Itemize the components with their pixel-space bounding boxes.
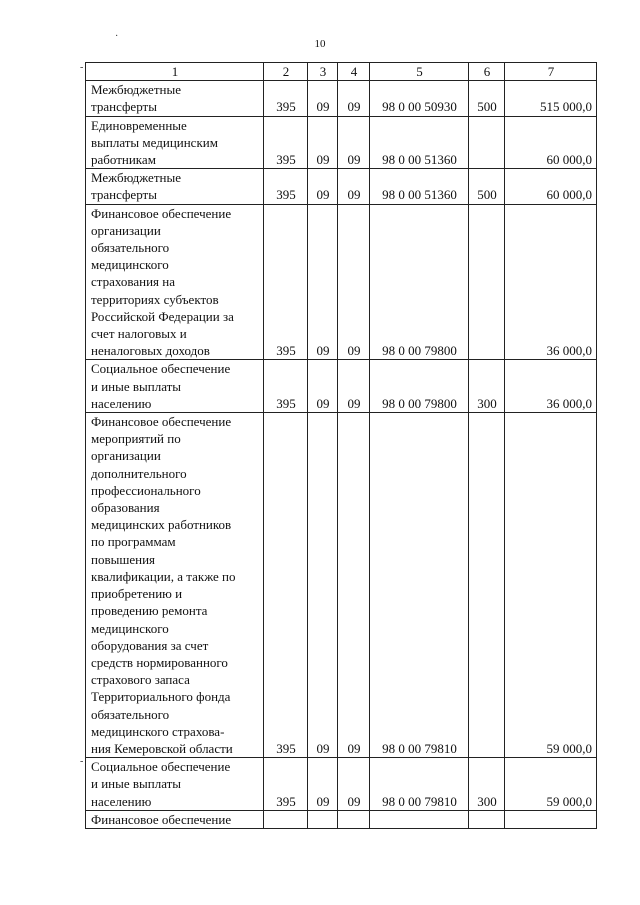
- code-4-cell: 09: [338, 360, 370, 413]
- code-2-cell: 395: [264, 169, 308, 204]
- item-name-cell: Финансовое обеспечение: [86, 810, 264, 828]
- code-3-cell: 09: [308, 413, 338, 758]
- item-name-cell: Межбюджетные трансферты: [86, 169, 264, 204]
- code-3-cell: 09: [308, 204, 338, 360]
- header-cell: 6: [469, 63, 505, 81]
- code-2-cell: 395: [264, 116, 308, 169]
- code-3-cell: 09: [308, 81, 338, 116]
- code-6-cell: [469, 810, 505, 828]
- code-4-cell: 09: [338, 81, 370, 116]
- item-name-cell: Единовременные выплаты медицинским работникам: [86, 116, 264, 169]
- code-3-cell: 09: [308, 169, 338, 204]
- table-row: [86, 810, 597, 828]
- code-5-cell: 98 0 00 79800: [370, 360, 469, 413]
- table-row: [86, 758, 597, 811]
- code-2-cell: 395: [264, 204, 308, 360]
- header-cell: 3: [308, 63, 338, 81]
- code-6-cell: [469, 413, 505, 758]
- code-3-cell: 09: [308, 758, 338, 811]
- budget-table: [85, 62, 597, 829]
- code-2-cell: 395: [264, 413, 308, 758]
- code-6-cell: 500: [469, 169, 505, 204]
- code-2-cell: 395: [264, 758, 308, 811]
- code-5-cell: 98 0 00 51360: [370, 116, 469, 169]
- code-5-cell: 98 0 00 79810: [370, 413, 469, 758]
- amount-cell: 60 000,0: [505, 169, 597, 204]
- item-name-cell: Финансовое обеспечение мероприятий по организации дополнительного профессионального образования медицинских работников по программам повышения квалификации, а также по приобретению и проведению ремонта медицинского оборудования за счет средств нормированного страхового запаса Территориального фонда обязательного медицинского страхова- ния Кемеровской области: [86, 413, 264, 758]
- code-5-cell: 98 0 00 79810: [370, 758, 469, 811]
- header-cell: 2: [264, 63, 308, 81]
- item-name-cell: Социальное обеспечение и иные выплаты населению: [86, 758, 264, 811]
- code-4-cell: [338, 810, 370, 828]
- scan-speck: ·: [115, 31, 119, 42]
- amount-cell: [505, 810, 597, 828]
- code-2-cell: 395: [264, 360, 308, 413]
- table-row: [86, 169, 597, 204]
- header-cell: 4: [338, 63, 370, 81]
- amount-cell: 36 000,0: [505, 204, 597, 360]
- code-6-cell: 300: [469, 360, 505, 413]
- code-6-cell: [469, 116, 505, 169]
- code-4-cell: 09: [338, 169, 370, 204]
- amount-cell: 60 000,0: [505, 116, 597, 169]
- code-3-cell: 09: [308, 116, 338, 169]
- code-3-cell: [308, 810, 338, 828]
- table-row: [86, 116, 597, 169]
- code-4-cell: 09: [338, 413, 370, 758]
- code-5-cell: 98 0 00 50930: [370, 81, 469, 116]
- code-5-cell: 98 0 00 79800: [370, 204, 469, 360]
- code-6-cell: [469, 204, 505, 360]
- code-6-cell: 500: [469, 81, 505, 116]
- amount-cell: 59 000,0: [505, 758, 597, 811]
- code-5-cell: 98 0 00 51360: [370, 169, 469, 204]
- header-cell: 5: [370, 63, 469, 81]
- page-number: 10: [314, 38, 326, 50]
- margin-mark: -: [80, 62, 84, 73]
- code-4-cell: 09: [338, 204, 370, 360]
- table-header-row: [86, 63, 597, 81]
- margin-mark: -: [80, 756, 84, 767]
- item-name-cell: Социальное обеспечение и иные выплаты населению: [86, 360, 264, 413]
- code-4-cell: 09: [338, 758, 370, 811]
- table-row: [86, 413, 597, 758]
- amount-cell: 59 000,0: [505, 413, 597, 758]
- code-2-cell: [264, 810, 308, 828]
- code-5-cell: [370, 810, 469, 828]
- amount-cell: 36 000,0: [505, 360, 597, 413]
- item-name-cell: Межбюджетные трансферты: [86, 81, 264, 116]
- item-name-cell: Финансовое обеспечение организации обязательного медицинского страхования на территориях субъектов Российской Федерации за счет налоговых и неналоговых доходов: [86, 204, 264, 360]
- code-6-cell: 300: [469, 758, 505, 811]
- header-cell: 7: [505, 63, 597, 81]
- code-4-cell: 09: [338, 116, 370, 169]
- code-2-cell: 395: [264, 81, 308, 116]
- table-row: [86, 360, 597, 413]
- table-row: [86, 204, 597, 360]
- header-cell: 1: [86, 63, 264, 81]
- code-3-cell: 09: [308, 360, 338, 413]
- amount-cell: 515 000,0: [505, 81, 597, 116]
- table-row: [86, 81, 597, 116]
